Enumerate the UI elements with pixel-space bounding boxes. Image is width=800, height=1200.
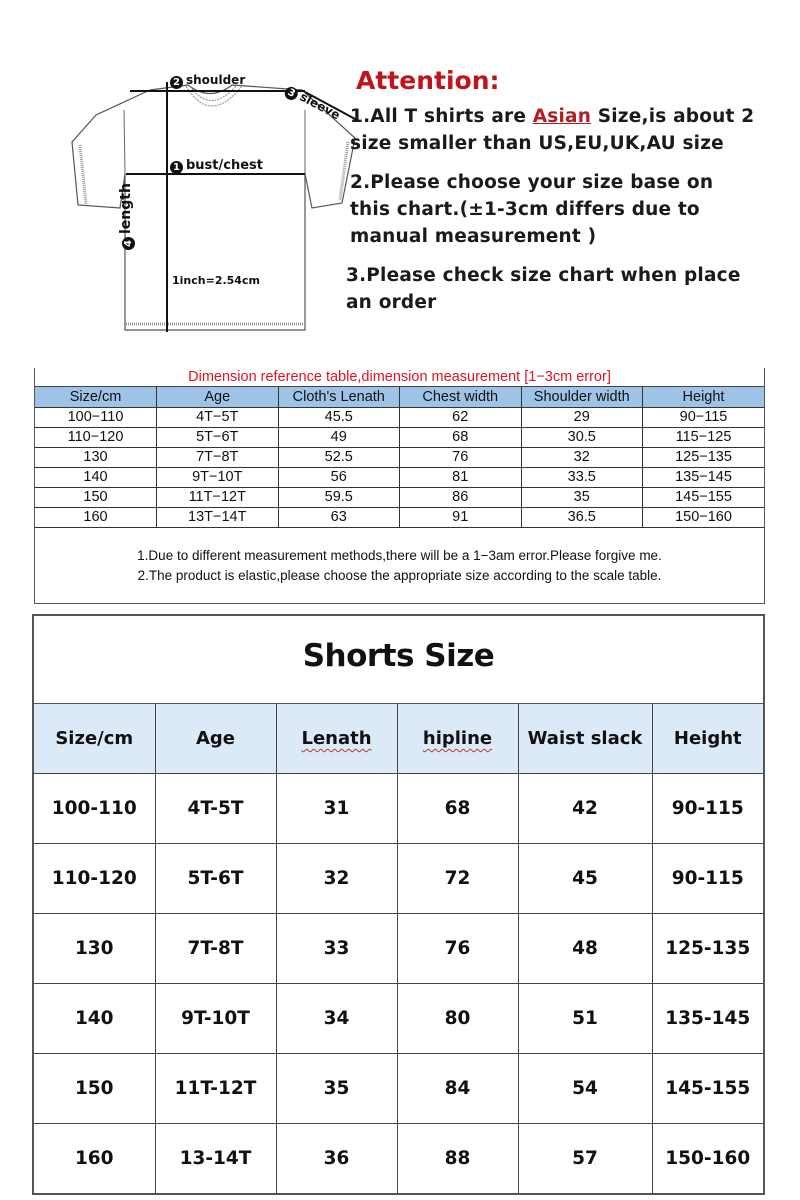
table-cell: 130 [34,913,155,983]
table-row [35,487,764,507]
table-cell: 86 [400,487,522,507]
dimension-reference-table [34,368,765,604]
table-cell: 150-160 [652,1123,763,1193]
table-cell: 150−160 [643,507,765,527]
header-hipline [397,704,518,773]
table-row [35,427,764,447]
note-1-text-a: 1.All T shirts are [350,106,533,127]
note-1-text-b: Size,is about 2 size smaller than US,EU,UK,AU size [350,106,755,154]
table-cell: 5T−6T [157,427,279,447]
table-row [35,407,764,427]
table-cell: 88 [397,1123,518,1193]
table-cell: 150 [35,487,157,507]
header-waist-slack: Waist slack [518,704,652,773]
table-cell: 110−120 [35,427,157,447]
tshirt-measurement-diagram [60,70,360,350]
sleeve-text: sleeve [297,89,343,123]
table-row [34,843,763,913]
number-4-icon: 4 [122,237,135,250]
table-cell: 110-120 [34,843,155,913]
table-cell: 11T−12T [157,487,279,507]
table-cell: 68 [400,427,522,447]
shoulder-text: shoulder [186,73,246,87]
table-cell: 125−135 [643,447,765,467]
header-age: Age [155,704,276,773]
table-row [34,773,763,843]
table-cell: 135-145 [652,983,763,1053]
table-cell: 80 [397,983,518,1053]
table-cell: 81 [400,467,522,487]
table-cell: 100−110 [35,407,157,427]
table-cell: 84 [397,1053,518,1123]
header-height: Height [643,387,765,407]
attention-note-2: 2.Please choose your size base on this chart.(±1-3cm differs due to manual measurement ) [350,172,714,247]
dimension-table-grid [35,387,764,528]
table-cell: 36.5 [521,507,643,527]
table-cell: 150 [34,1053,155,1123]
header-height: Height [652,704,763,773]
table-cell: 35 [521,487,643,507]
inch-conversion-label: 1inch=2.54cm [172,274,260,287]
table-cell: 42 [518,773,652,843]
table-cell: 91 [400,507,522,527]
table-cell: 13T−14T [157,507,279,527]
table-cell: 7T−8T [157,447,279,467]
header-shoulder-width: Shoulder width [521,387,643,407]
table-row [34,913,763,983]
table-cell: 130 [35,447,157,467]
table-cell: 33 [276,913,397,983]
table-cell: 125-135 [652,913,763,983]
table-cell: 59.5 [278,487,400,507]
attention-notes [346,66,756,316]
table-cell: 90-115 [652,773,763,843]
table-cell: 62 [400,407,522,427]
table-cell: 48 [518,913,652,983]
table-cell: 29 [521,407,643,427]
length-text: length [118,183,134,234]
table-cell: 140 [35,467,157,487]
table-cell: 31 [276,773,397,843]
header-size: Size/cm [34,704,155,773]
hipline-header-text: hipline [422,727,493,749]
table-row [34,1123,763,1193]
table-cell: 45 [518,843,652,913]
table-cell: 72 [397,843,518,913]
number-2-icon: 2 [170,76,183,89]
table-cell: 76 [397,913,518,983]
table-cell: 140 [34,983,155,1053]
header-size: Size/cm [35,387,157,407]
header-cloth-length: Cloth's Lenath [278,387,400,407]
table-cell: 135−145 [643,467,765,487]
header-chest-width: Chest width [400,387,522,407]
header-age: Age [157,387,279,407]
table-cell: 4T-5T [155,773,276,843]
asian-highlight: Asian [532,106,592,127]
number-3-icon: 3 [282,85,300,103]
shorts-size-table [32,614,765,1195]
table-cell: 160 [35,507,157,527]
table-row [35,447,764,467]
table-cell: 49 [278,427,400,447]
table-cell: 90-115 [652,843,763,913]
table-cell: 63 [278,507,400,527]
table-cell: 30.5 [521,427,643,447]
chest-label [170,158,263,174]
table-cell: 4T−5T [157,407,279,427]
dimension-note-1: 1.Due to different measurement methods,there will be a 1−3am error.Please forgive me. [137,547,662,563]
table-cell: 33.5 [521,467,643,487]
length-label [118,183,135,250]
chest-text: bust/chest [186,158,263,173]
table-cell: 115−125 [643,427,765,447]
length-header-text: Lenath [301,727,372,749]
attention-note-1 [350,103,756,157]
table-cell: 76 [400,447,522,467]
table-row [34,1053,763,1123]
table-cell: 51 [518,983,652,1053]
table-row [35,467,764,487]
table-cell: 13-14T [155,1123,276,1193]
header-length [276,704,397,773]
table-cell: 34 [276,983,397,1053]
dimension-notes [35,528,764,603]
shorts-table-title: Shorts Size [34,616,763,704]
table-row [35,507,764,527]
table-cell: 52.5 [278,447,400,467]
table-cell: 5T-6T [155,843,276,913]
table-cell: 57 [518,1123,652,1193]
table-cell: 9T-10T [155,983,276,1053]
table-cell: 36 [276,1123,397,1193]
shorts-header-row [34,704,763,773]
table-cell: 90−115 [643,407,765,427]
table-cell: 11T-12T [155,1053,276,1123]
table-cell: 100-110 [34,773,155,843]
number-1-icon: 1 [170,161,183,174]
table-cell: 54 [518,1053,652,1123]
shorts-table-grid [34,704,763,1193]
table-cell: 45.5 [278,407,400,427]
table-cell: 160 [34,1123,155,1193]
attention-title: Attention: [356,66,500,95]
table-row [34,983,763,1053]
table-cell: 9T−10T [157,467,279,487]
table-cell: 32 [276,843,397,913]
table-cell: 32 [521,447,643,467]
table-cell: 35 [276,1053,397,1123]
table-cell: 7T-8T [155,913,276,983]
table-cell: 68 [397,773,518,843]
dimension-note-2: 2.The product is elastic,please choose the appropriate size according to the scale table. [137,567,662,583]
table-cell: 145−155 [643,487,765,507]
table-cell: 145-155 [652,1053,763,1123]
table-cell: 56 [278,467,400,487]
shoulder-label [170,73,245,89]
dimension-header-row [35,387,764,407]
dimension-table-title: Dimension reference table,dimension measurement [1−3cm error] [35,368,764,387]
attention-note-3: 3.Please check size chart when place an order [346,265,741,313]
